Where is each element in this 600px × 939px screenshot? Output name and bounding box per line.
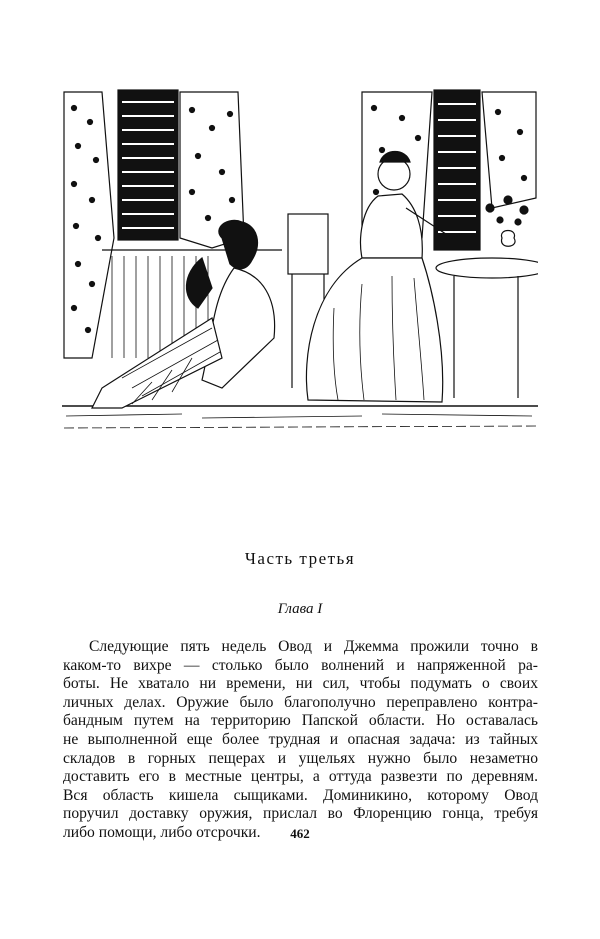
paragraph-line: Вся область кишела сыщиками. Доминикино, которому Овод <box>63 786 538 804</box>
page-number: 462 <box>290 826 310 841</box>
chapter-title: Глава I <box>277 601 323 617</box>
chapter-illustration <box>62 88 538 440</box>
paragraph-line: боты. Не хватало ни времени, ни сил, чтобы подумать о своих <box>63 675 538 693</box>
paragraph-line: либо помощи, либо отсрочки. <box>63 823 261 841</box>
chapter-paragraph <box>63 638 538 843</box>
part-title: Часть третья <box>244 549 356 568</box>
paragraph-line: доставить его в местные центры, а оттуда развезти по деревням. <box>63 768 538 786</box>
paragraph-line: Следующие пять недель Овод и Джемма прожили точно в <box>89 638 538 655</box>
engraving-illustration-icon <box>62 88 538 440</box>
paragraph-line: не выполненной еще более трудная и опасная задача: из тайных <box>63 730 538 748</box>
paragraph-line: бандным путем на территорию Папской области. Но оставалась <box>63 712 538 730</box>
paragraph-line: складов в горных пещерах и ущельях нужно было незаметно <box>63 749 538 767</box>
paragraph-line: личных делах. Оружие было благополучно переправлено контра- <box>63 693 538 711</box>
paragraph-line: поручил доставку оружия, прислал во Флоренцию гонца, требуя <box>63 805 538 823</box>
paragraph-line: каком-то вихре — столько было волнений и напряженной ра- <box>63 656 538 674</box>
